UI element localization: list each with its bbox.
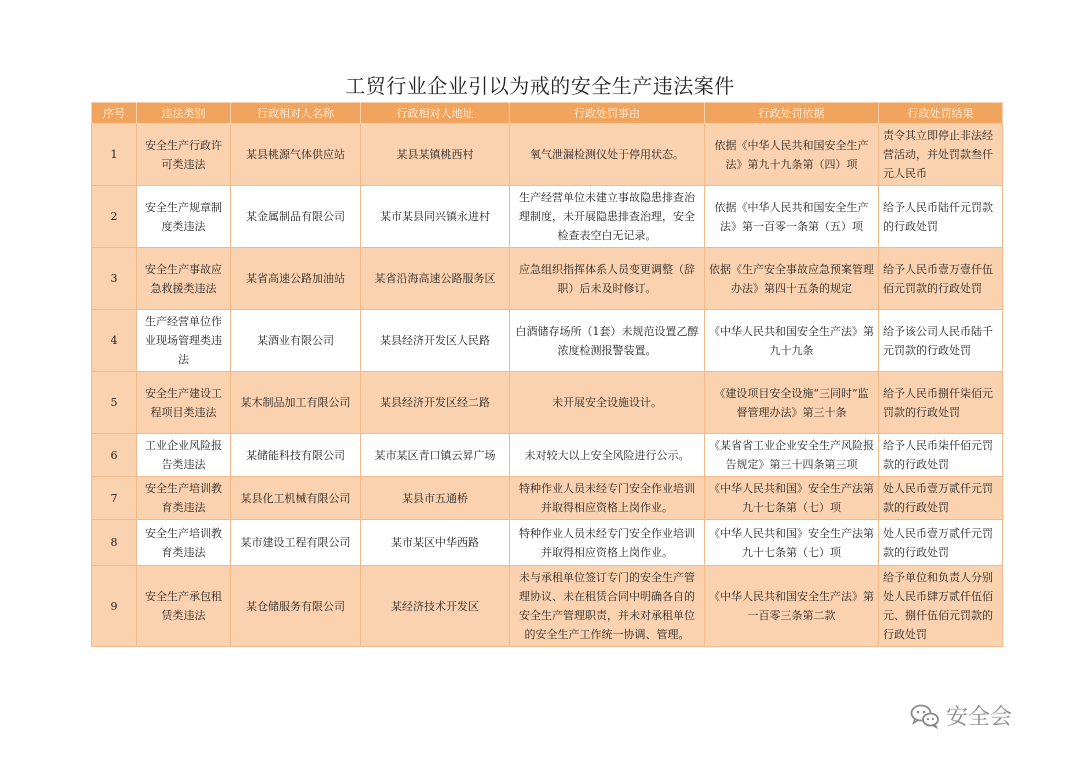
cell-result: 给予人民币柒仟佰元罚款的行政处罚 [879,434,1003,477]
cell-basis: 《中华人民共和国》安全生产法第九十七条第（七）项 [705,477,879,520]
header-basis: 行政处罚依据 [705,103,879,124]
cell-result: 处人民币壹万贰仟元罚款的行政处罚 [879,477,1003,520]
cell-basis: 《建设项目安全设施“三同时”监督管理办法》第三十条 [705,372,879,434]
cell-party-name: 某酒业有限公司 [231,310,361,372]
table-row [92,434,1003,477]
table-body [92,124,1003,647]
cell-index: 9 [92,566,137,647]
cell-reason: 未与承租单位签订专门的安全生产管理协议、未在租赁合同中明确各自的安全生产管理职责，并未对承租单位的安全生产工作统一协调、管理。 [510,566,705,647]
violation-cases-table [91,102,1003,647]
cell-party-name: 某县桃源气体供应站 [231,124,361,186]
wechat-icon [910,703,940,729]
cell-result: 给予人民币捌仟柒佰元罚款的行政处罚 [879,372,1003,434]
cell-category: 安全生产建设工程项目类违法 [137,372,231,434]
cell-index: 8 [92,520,137,566]
cell-party-address: 某市某县同兴镇永进村 [361,186,510,248]
cell-basis: 依据《中华人民共和国安全生产法》第一百零一条第（五）项 [705,186,879,248]
watermark-text: 安全会 [946,705,1013,730]
table-row [92,248,1003,310]
cell-basis: 《中华人民共和国安全生产法》第一百零三条第二款 [705,566,879,647]
table-row [92,520,1003,566]
table-row [92,310,1003,372]
cell-index: 7 [92,477,137,520]
table-row [92,477,1003,520]
cell-party-address: 某县经济开发区经二路 [361,372,510,434]
cell-reason: 应急组织指挥体系人员变更调整（辞职）后未及时修订。 [510,248,705,310]
cell-party-name: 某县化工机械有限公司 [231,477,361,520]
watermark [910,700,1012,731]
cell-basis: 《中华人民共和国》安全生产法第九十七条第（七）项 [705,520,879,566]
cell-basis: 依据《生产安全事故应急预案管理办法》第四十五条的规定 [705,248,879,310]
cell-basis: 《中华人民共和国安全生产法》第九十九条 [705,310,879,372]
table-row [92,186,1003,248]
cell-index: 2 [92,186,137,248]
cell-index: 6 [92,434,137,477]
header-result: 行政处罚结果 [879,103,1003,124]
cell-party-name: 某仓储服务有限公司 [231,566,361,647]
cell-party-address: 某县市五通桥 [361,477,510,520]
cell-index: 3 [92,248,137,310]
cell-party-name: 某储能科技有限公司 [231,434,361,477]
cell-party-address: 某经济技术开发区 [361,566,510,647]
cell-reason: 未对较大以上安全风险进行公示。 [510,434,705,477]
cell-reason: 氧气泄漏检测仪处于停用状态。 [510,124,705,186]
table-header-row [92,103,1003,124]
cell-party-address: 某县某镇桃西村 [361,124,510,186]
cell-party-address: 某市某区青口镇云昇广场 [361,434,510,477]
cell-party-address: 某县经济开发区人民路 [361,310,510,372]
cell-reason: 白酒储存场所（1套）未规范设置乙醇浓度检测报警装置。 [510,310,705,372]
cell-index: 4 [92,310,137,372]
table-row [92,566,1003,647]
header-reason: 行政处罚事由 [510,103,705,124]
cell-category: 安全生产承包租赁类违法 [137,566,231,647]
cell-category: 安全生产规章制度类违法 [137,186,231,248]
cell-basis: 《某省省工业企业安全生产风险报告规定》第三十四条第三项 [705,434,879,477]
header-index: 序号 [92,103,137,124]
cell-category: 安全生产培训教育类违法 [137,520,231,566]
cell-result: 给予该公司人民币陆千元罚款的行政处罚 [879,310,1003,372]
header-party-name: 行政相对人名称 [231,103,361,124]
cell-category: 工业企业风险报告类违法 [137,434,231,477]
cell-party-name: 某省高速公路加油站 [231,248,361,310]
cell-reason: 未开展安全设施设计。 [510,372,705,434]
cell-index: 1 [92,124,137,186]
cell-party-name: 某金属制品有限公司 [231,186,361,248]
header-party-address: 行政相对人地址 [361,103,510,124]
table-row [92,372,1003,434]
cell-result: 处人民币壹万贰仟元罚款的行政处罚 [879,520,1003,566]
cell-basis: 依据《中华人民共和国安全生产法》第九十九条第（四）项 [705,124,879,186]
cell-party-address: 某省沿海高速公路服务区 [361,248,510,310]
cell-party-name: 某木制品加工有限公司 [231,372,361,434]
cell-result: 责令其立即停止非法经营活动，并处罚款叁仟元人民币 [879,124,1003,186]
cell-result: 给予人民币壹万壹仟伍佰元罚款的行政处罚 [879,248,1003,310]
header-category: 违法类别 [137,103,231,124]
document-title: 工贸行业企业引以为戒的安全生产违法案件 [345,74,735,98]
cell-category: 安全生产事故应急救援类违法 [137,248,231,310]
cell-party-address: 某市某区中华西路 [361,520,510,566]
cell-reason: 生产经营单位未建立事故隐患排查治理制度，未开展隐患排查治理，安全检查表空白无记录。 [510,186,705,248]
cell-category: 安全生产培训教育类违法 [137,477,231,520]
table-row [92,124,1003,186]
cell-index: 5 [92,372,137,434]
cell-result: 给予人民币陆仟元罚款的行政处罚 [879,186,1003,248]
cell-party-name: 某市建设工程有限公司 [231,520,361,566]
cell-result: 给予单位和负责人分别处人民币肆万贰仟伍佰元、捌仟伍佰元罚款的行政处罚 [879,566,1003,647]
cell-reason: 特种作业人员未经专门安全作业培训并取得相应资格上岗作业。 [510,520,705,566]
cell-category: 安全生产行政许可类违法 [137,124,231,186]
cell-category: 生产经营单位作业现场管理类违法 [137,310,231,372]
cell-reason: 特种作业人员未经专门安全作业培训并取得相应资格上岗作业。 [510,477,705,520]
